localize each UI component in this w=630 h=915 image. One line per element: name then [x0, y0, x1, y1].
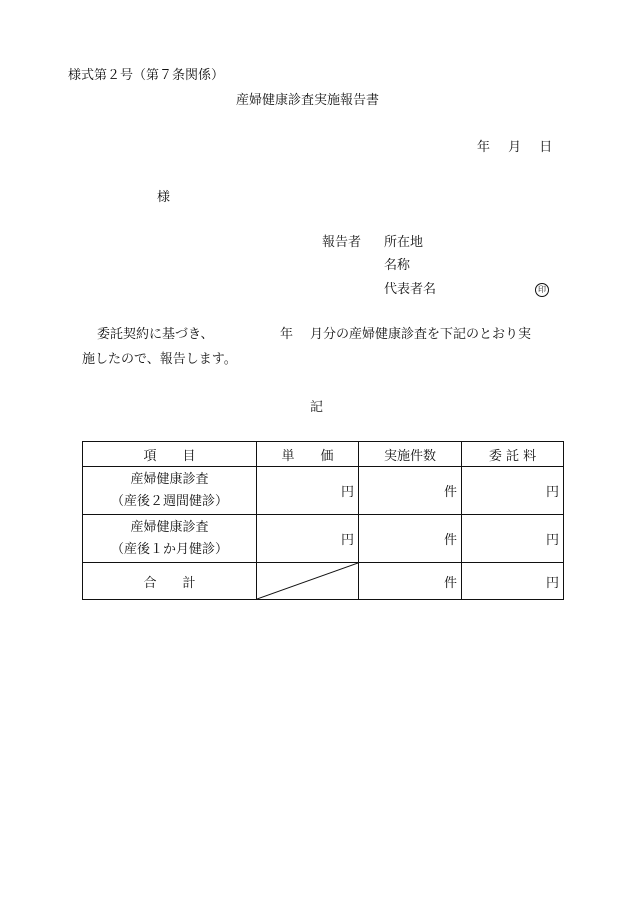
reporter-label: 報告者 — [322, 235, 362, 250]
item-detail: （産後１か月健診） — [110, 541, 228, 557]
total-price-empty-cell — [257, 563, 359, 600]
count-cell[interactable]: 件 — [359, 467, 462, 515]
diagonal-strike-line — [257, 563, 358, 599]
price-cell[interactable]: 円 — [257, 515, 359, 563]
ki-heading: 記 — [310, 400, 324, 415]
address-label: 所在地 — [384, 235, 424, 250]
table-row — [83, 515, 564, 563]
fee-cell[interactable]: 円 — [462, 467, 564, 515]
table-row — [83, 467, 564, 515]
header-item: 項 目 — [83, 442, 257, 467]
item-name: 産婦健康診査 — [130, 519, 209, 535]
body-text-line1-part1: 委託契約に基づき、 — [97, 327, 214, 342]
total-fee-cell[interactable]: 円 — [462, 563, 564, 600]
item-detail: （産後２週間健診） — [110, 493, 228, 509]
item-cell — [83, 467, 257, 515]
header-count: 実施件数 — [359, 442, 462, 467]
header-fee: 委 託 料 — [462, 442, 564, 467]
price-cell[interactable]: 円 — [257, 467, 359, 515]
date-line: 年 月 日 — [477, 140, 553, 155]
count-cell[interactable]: 件 — [359, 515, 462, 563]
name-label: 名称 — [384, 258, 411, 273]
representative-label: 代表者名 — [384, 282, 437, 297]
total-count-cell[interactable]: 件 — [359, 563, 462, 600]
seal-icon: 印 — [535, 283, 549, 297]
form-number: 様式第２号（第７条関係） — [68, 68, 225, 83]
addressee-honorific: 様 — [157, 190, 171, 205]
body-text-year: 年 — [280, 327, 294, 342]
report-table — [82, 441, 564, 600]
document-title: 産婦健康診査実施報告書 — [236, 93, 380, 108]
total-row — [83, 563, 564, 600]
body-text-line1-part2: 月分の産婦健康診査を下記のとおり実 — [310, 327, 532, 342]
table-header-row — [83, 442, 564, 467]
total-label: 合 計 — [83, 563, 257, 600]
body-text-line2: 施したので、報告します。 — [82, 352, 237, 367]
fee-cell[interactable]: 円 — [462, 515, 564, 563]
item-name: 産婦健康診査 — [130, 471, 209, 487]
item-cell — [83, 515, 257, 563]
header-unit-price: 単 価 — [257, 442, 359, 467]
